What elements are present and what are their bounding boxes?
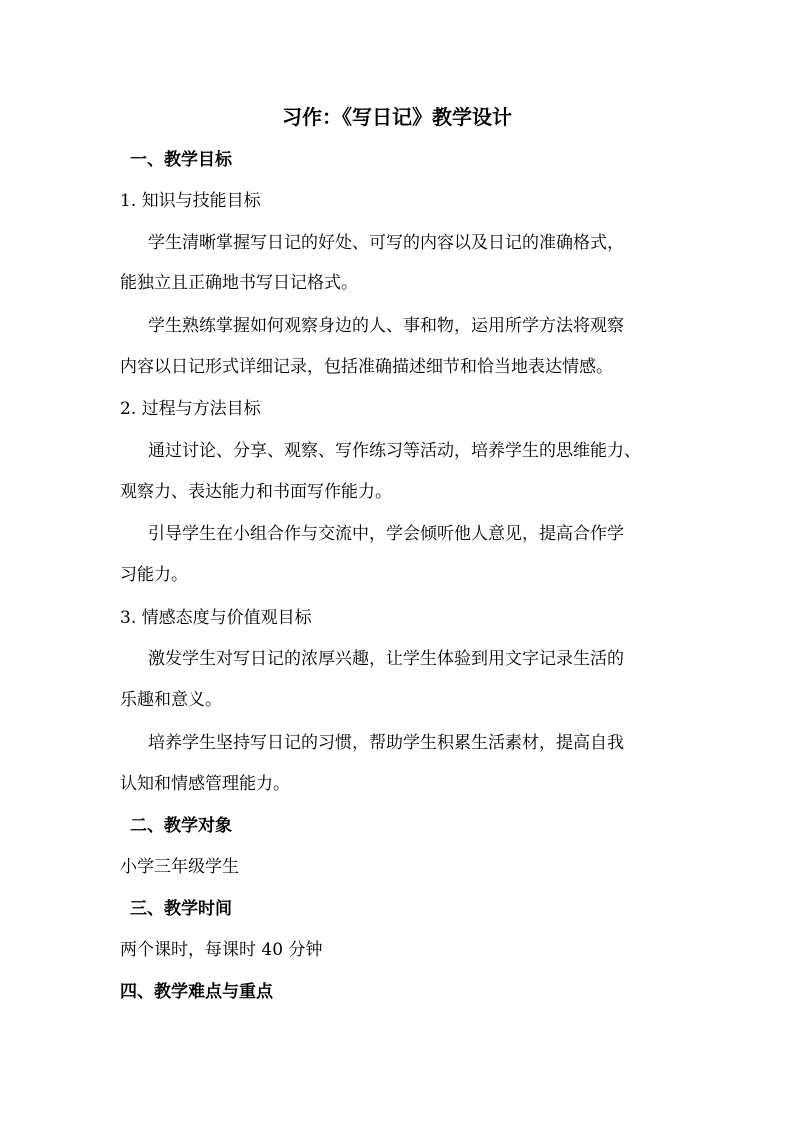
subheading-knowledge-skills: 1. 知识与技能目标 <box>120 191 261 211</box>
section-heading-audience: 二、教学对象 <box>130 816 232 836</box>
paragraph-line: 引导学生在小组合作与交流中，学会倾听他人意见，提高合作学 <box>148 524 624 544</box>
paragraph-line: 内容以日记形式详细记录，包括准确描述细节和恰当地表达情感。 <box>120 357 613 377</box>
section-heading-goals: 一、教学目标 <box>130 150 232 170</box>
audience-text: 小学三年级学生 <box>120 857 239 877</box>
paragraph-line: 通过讨论、分享、观察、写作练习等活动，培养学生的思维能力、 <box>148 441 641 461</box>
paragraph-line: 学生清晰掌握写日记的好处、可写的内容以及日记的准确格式， <box>148 233 624 253</box>
subheading-process-method: 2. 过程与方法目标 <box>120 399 261 419</box>
paragraph-line: 乐趣和意义。 <box>120 690 222 710</box>
paragraph-line: 激发学生对写日记的浓厚兴趣，让学生体验到用文字记录生活的 <box>148 649 624 669</box>
paragraph-line: 学生熟练掌握如何观察身边的人、事和物，运用所学方法将观察 <box>148 316 624 336</box>
document-title: 习作：《写日记》教学设计 <box>282 105 512 129</box>
paragraph-line: 能独立且正确地书写日记格式。 <box>120 273 358 293</box>
paragraph-line: 认知和情感管理能力。 <box>120 774 290 794</box>
subheading-emotion-values: 3. 情感态度与价值观目标 <box>120 608 312 628</box>
section-heading-key-points: 四、教学难点与重点 <box>120 982 273 1002</box>
time-text: 两个课时，每课时 40 分钟 <box>120 940 323 960</box>
section-heading-time: 三、教学时间 <box>130 899 232 919</box>
paragraph-line: 习能力。 <box>120 565 188 585</box>
paragraph-line: 观察力、表达能力和书面写作能力。 <box>120 482 392 502</box>
paragraph-line: 培养学生坚持写日记的习惯，帮助学生积累生活素材，提高自我 <box>148 733 624 753</box>
